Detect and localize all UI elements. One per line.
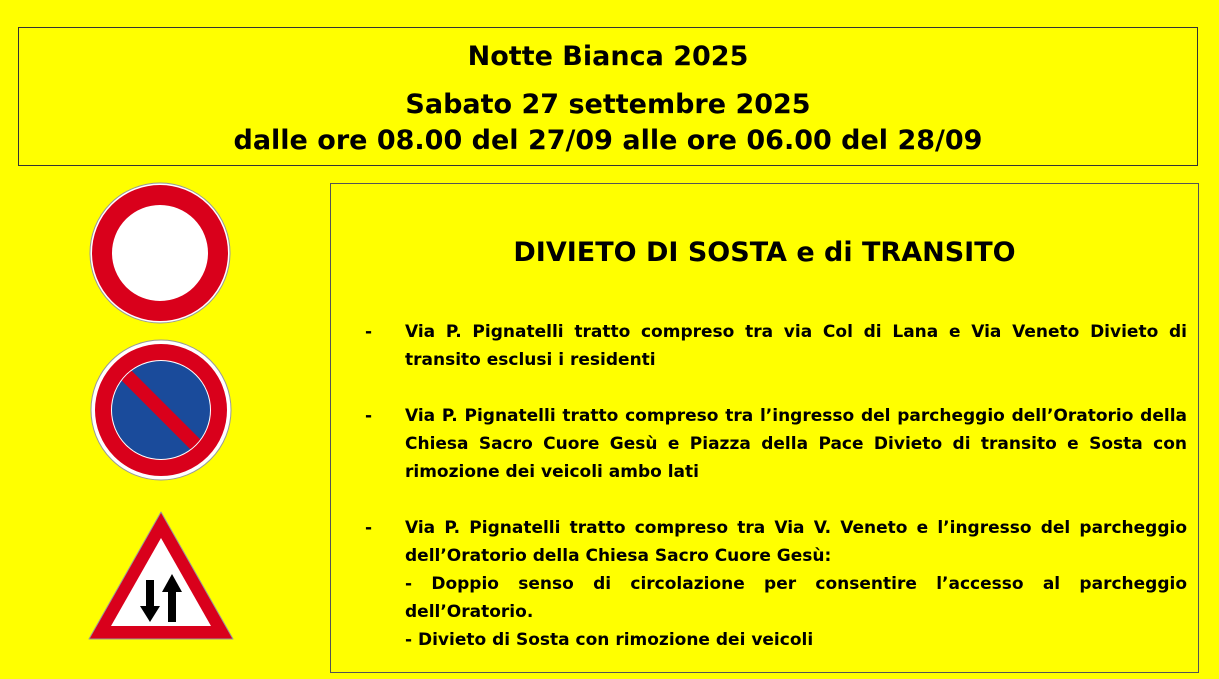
- list-dash: -: [365, 406, 373, 426]
- notice-item-text: Via P. Pignatelli tratto compreso tra l’ingresso del parcheggio dell’Oratorio della Chiesa Sacro Cuore Gesù e Piazza della Pace Divieto di transito e Sosta con rimozione dei veicoli ambo lati: [405, 406, 1187, 482]
- notice-item: [365, 514, 1187, 654]
- notice-subitem: - Divieto di Sosta con rimozione dei veicoli: [405, 630, 814, 650]
- notice-item: [365, 318, 1187, 374]
- notice-item-text: Via P. Pignatelli tratto compreso tra Via V. Veneto e l’ingresso del parcheggio dell’Oratorio della Chiesa Sacro Cuore Gesù:: [405, 518, 1187, 566]
- no-vehicles-sign-icon: [89, 182, 231, 324]
- two-way-traffic-sign-icon: [85, 508, 237, 644]
- notice-title: DIVIETO DI SOSTA e di TRANSITO: [513, 237, 1016, 268]
- notice-box: [330, 183, 1199, 673]
- list-dash: -: [365, 518, 373, 538]
- event-title: Notte Bianca 2025: [467, 41, 749, 72]
- header-box: [18, 27, 1198, 166]
- event-hours: dalle ore 08.00 del 27/09 alle ore 06.00 del 28/09: [233, 125, 983, 156]
- notice-item-text: Via P. Pignatelli tratto compreso tra via Col di Lana e Via Veneto Divieto di transito esclusi i residenti: [405, 322, 1187, 370]
- no-parking-sign-icon: [90, 339, 232, 481]
- event-date: Sabato 27 settembre 2025: [405, 89, 811, 120]
- list-dash: -: [365, 322, 373, 342]
- notice-subitem: - Doppio senso di circolazione per consentire l’accesso al parcheggio dell’Oratorio.: [405, 574, 1187, 622]
- notice-item: [365, 402, 1187, 486]
